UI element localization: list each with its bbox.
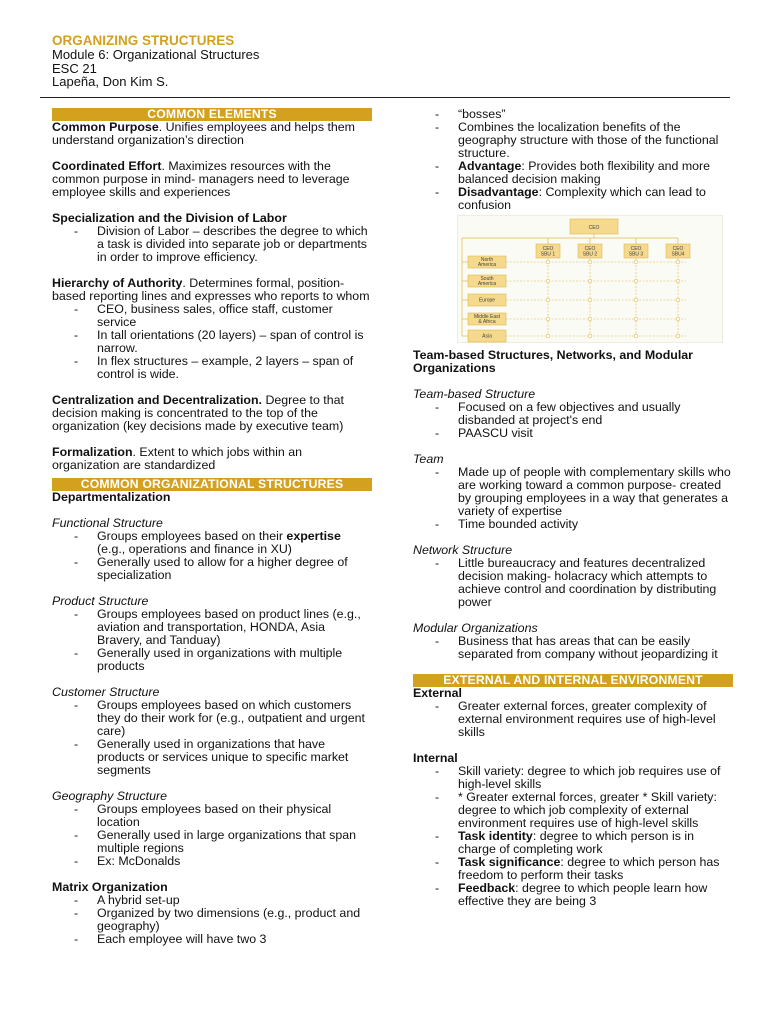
row-label: Asia xyxy=(482,333,492,340)
list-item: - * Greater external forces, greater * Skill variety: degree to which job complexity of external environment requires use of high-level skills xyxy=(413,791,733,830)
list-item: - Groups employees based on product lines (e.g., aviation and transportation, HONDA, Asia Bravery, and Tanduay) xyxy=(52,608,372,647)
product-structure-heading: Product Structure xyxy=(52,594,149,608)
list-item: - Generally used to allow for a higher degree of specialization xyxy=(52,556,372,582)
specialization-heading: Specialization and the Division of Labor xyxy=(52,211,287,225)
common-purpose-term: Common Purpose xyxy=(52,120,159,134)
intersection-dot xyxy=(546,279,550,283)
formalization-paragraph xyxy=(52,446,372,472)
matrix-list xyxy=(52,894,372,946)
intersection-dot xyxy=(588,317,592,321)
list-item: - In tall orientations (20 layers) – span of control is narrow. xyxy=(52,329,372,355)
row-label: North xyxy=(480,257,494,263)
modular-list xyxy=(413,635,733,661)
intersection-dot xyxy=(546,334,550,338)
functional-item-text: (e.g., operations and finance in XU) xyxy=(97,542,292,556)
intersection-dot xyxy=(546,298,550,302)
list-item xyxy=(413,160,733,186)
coordinated-effort-paragraph xyxy=(52,160,372,199)
list-item: - Generally used in large organizations that span multiple regions xyxy=(52,829,372,855)
centralization-term: Centralization and Decentralization. xyxy=(52,393,262,407)
author-line: Lapeña, Don Kim S. xyxy=(52,74,169,89)
list-item: - Focused on a few objectives and usually disbanded at project's end xyxy=(413,401,733,427)
column-label: CEO xyxy=(542,246,554,252)
team-structures-heading: Team-based Structures, Networks, and Modular Organizations xyxy=(413,348,693,375)
row-label: America xyxy=(477,262,497,268)
centralization-paragraph xyxy=(52,394,372,433)
intersection-dot xyxy=(634,317,638,321)
list-item: - In flex structures – example, 2 layers – span of control is wide. xyxy=(52,355,372,381)
task-significance-text: : degree to which person has freedom to perform their tasks xyxy=(458,855,720,882)
row-label: & Africa xyxy=(478,319,496,325)
column-label: SBU 1 xyxy=(540,251,556,258)
document-header xyxy=(52,34,259,89)
product-list xyxy=(52,608,372,673)
list-item: - Skill variety: degree to which job requires use of high-level skills xyxy=(413,765,733,791)
team-based-heading: Team-based Structure xyxy=(413,387,536,401)
column-label: CEO xyxy=(672,246,684,252)
coordinated-effort-text: . Maximizes resources with the common purpose in mind- managers need to leverage employee skills and experiences xyxy=(52,159,350,199)
intersection-dot xyxy=(588,334,592,338)
common-purpose-text: . Unifies employees and helps them understand organization’s direction xyxy=(52,120,356,147)
list-item xyxy=(413,856,733,882)
intersection-dot xyxy=(676,317,680,321)
list-item xyxy=(413,186,733,212)
task-identity-text: : degree to which person is in charge of completing work xyxy=(458,829,694,856)
team-based-list xyxy=(413,401,733,440)
list-item: - Generally used in organizations that have products or services unique to specific market segments xyxy=(52,738,372,777)
row-label: America xyxy=(477,281,497,287)
banner-common-elements: COMMON ELEMENTS xyxy=(52,108,372,121)
disadvantage-text: : Complexity which can lead to confusion xyxy=(458,185,706,212)
functional-item-text: Groups employees based on their xyxy=(97,529,287,543)
list-item xyxy=(413,830,733,856)
list-item: - Greater external forces, greater complexity of external environment requires use of high-level skills xyxy=(413,700,733,739)
list-item: - Little bureaucracy and features decentralized decision making- holacracy which attempts to achieve control and coordination by distributing power xyxy=(413,557,733,609)
intersection-dot xyxy=(634,298,638,302)
list-item: - Time bounded activity xyxy=(413,518,733,531)
list-item: - Business that has areas that can be easily separated from company without jeopardizing it xyxy=(413,635,733,661)
coordinated-effort-term: Coordinated Effort xyxy=(52,159,162,173)
list-item xyxy=(52,530,372,556)
intersection-dot xyxy=(634,260,638,264)
list-item: - Division of Labor – describes the degree to which a task is divided into separate job or departments in order to improve efficiency. xyxy=(52,225,372,264)
column-label: SBU4 xyxy=(671,251,685,258)
banner-common-structures: COMMON ORGANIZATIONAL STRUCTURES xyxy=(52,478,372,491)
functional-structure-heading: Functional Structure xyxy=(52,516,163,530)
external-heading: External xyxy=(413,686,462,700)
intersection-dot xyxy=(676,334,680,338)
column-label: CEO xyxy=(584,246,596,252)
geography-structure-heading: Geography Structure xyxy=(52,789,168,803)
matrix-continued-list xyxy=(413,108,733,212)
header-divider xyxy=(40,97,730,98)
list-item: - Combines the localization benefits of the geography structure with those of the functional structure. xyxy=(413,121,733,160)
intersection-dot xyxy=(634,279,638,283)
team-heading: Team xyxy=(413,452,444,466)
intersection-dot xyxy=(546,317,550,321)
customer-structure-heading: Customer Structure xyxy=(52,685,160,699)
intersection-dot xyxy=(634,334,638,338)
list-item: - PAASCU visit xyxy=(413,427,733,440)
expertise-term: expertise xyxy=(286,529,341,543)
list-item: - A hybrid set-up xyxy=(52,894,372,907)
common-purpose-paragraph xyxy=(52,121,372,147)
matrix-chart-svg xyxy=(458,216,724,344)
ceo-label: CEO xyxy=(588,225,600,231)
advantage-term: Advantage xyxy=(458,159,522,173)
specialization-list xyxy=(52,225,372,264)
row-label: Middle East xyxy=(473,314,501,320)
formalization-text: . Extent to which jobs within an organization are standardized xyxy=(52,445,302,472)
matrix-org-chart xyxy=(457,215,723,343)
module-line: Module 6: Organizational Structures xyxy=(52,47,260,62)
intersection-dot xyxy=(588,298,592,302)
internal-list xyxy=(413,765,733,908)
intersection-dot xyxy=(588,279,592,283)
intersection-dot xyxy=(676,298,680,302)
network-structure-heading: Network Structure xyxy=(413,543,513,557)
external-list xyxy=(413,700,733,739)
column-label: SBU 2 xyxy=(582,251,598,258)
task-significance-term: Task significance xyxy=(458,855,561,869)
network-list xyxy=(413,557,733,609)
intersection-dot xyxy=(588,260,592,264)
hierarchy-paragraph xyxy=(52,277,372,303)
intersection-dot xyxy=(546,260,550,264)
formalization-term: Formalization xyxy=(52,445,133,459)
list-item: - Groups employees based on their physical location xyxy=(52,803,372,829)
list-item xyxy=(413,882,733,908)
internal-heading: Internal xyxy=(413,751,458,765)
task-identity-term: Task identity xyxy=(458,829,533,843)
row-label: Europe xyxy=(478,297,496,304)
row-label: South xyxy=(480,276,494,282)
course-line: ESC 21 xyxy=(52,60,97,76)
list-item: - Generally used in organizations with multiple products xyxy=(52,647,372,673)
document-title: ORGANIZING STRUCTURES xyxy=(52,33,235,48)
banner-environment: EXTERNAL AND INTERNAL ENVIRONMENT xyxy=(413,674,733,687)
list-item: - CEO, business sales, office staff, customer service xyxy=(52,303,372,329)
team-list xyxy=(413,466,733,531)
functional-list xyxy=(52,530,372,582)
intersection-dot xyxy=(676,260,680,264)
modular-heading: Modular Organizations xyxy=(413,621,538,635)
list-item: - Ex: McDonalds xyxy=(52,855,372,868)
list-item: - Made up of people with complementary skills who are working toward a common purpose- created by grouping employees in a way that generates a variety of expertise xyxy=(413,466,733,518)
advantage-text: : Provides both flexibility and more balanced decision making xyxy=(458,159,711,186)
left-column xyxy=(52,108,372,946)
departmentalization-heading: Departmentalization xyxy=(52,490,171,504)
feedback-text: : degree to which people learn how effective they are being 3 xyxy=(458,881,708,908)
list-item: - Organized by two dimensions (e.g., product and geography) xyxy=(52,907,372,933)
hierarchy-term: Hierarchy of Authority xyxy=(52,276,183,290)
hierarchy-list xyxy=(52,303,372,381)
hierarchy-text: . Determines formal, position-based reporting lines and expresses who reports to whom xyxy=(52,276,370,303)
right-column xyxy=(413,108,733,908)
list-item: - “bosses” xyxy=(413,108,733,121)
list-item: - Each employee will have two 3 xyxy=(52,933,372,946)
disadvantage-term: Disadvantage xyxy=(458,185,539,199)
customer-list xyxy=(52,699,372,777)
intersection-dot xyxy=(676,279,680,283)
feedback-term: Feedback xyxy=(458,881,516,895)
matrix-heading: Matrix Organization xyxy=(52,880,168,894)
geography-list xyxy=(52,803,372,868)
list-item: - Groups employees based on which customers they do their work for (e.g., outpatient and urgent care) xyxy=(52,699,372,738)
column-label: SBU 3 xyxy=(628,251,644,258)
column-label: CEO xyxy=(630,246,642,252)
centralization-text: Degree to that decision making is concentrated to the top of the organization (key decisions made by executive team) xyxy=(52,393,344,433)
